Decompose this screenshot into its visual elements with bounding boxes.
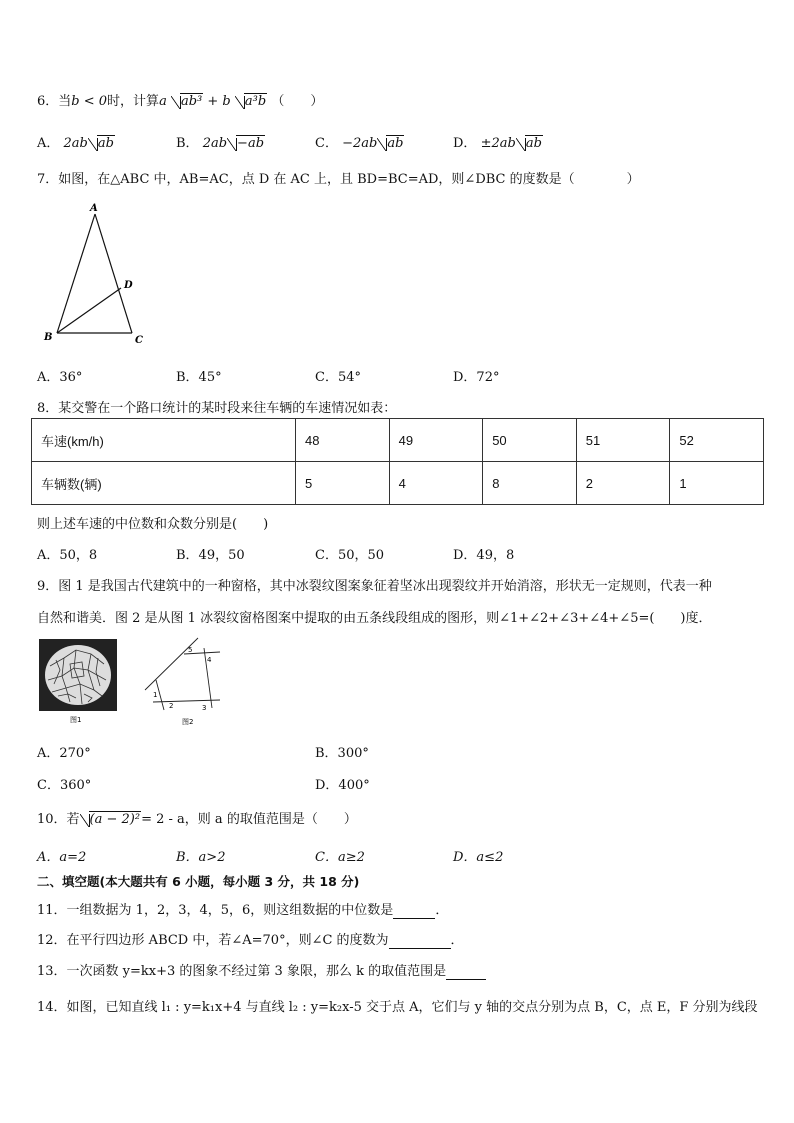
- segment-bd: [57, 288, 121, 333]
- fig2-diagram: [140, 636, 230, 728]
- q12-end: ．: [450, 933, 464, 948]
- table-cell: 48: [296, 419, 390, 462]
- segment-ac: [95, 214, 132, 333]
- table-cell: 1: [670, 462, 764, 505]
- q9-option-a[interactable]: A．270°: [37, 746, 91, 761]
- q10-option-b[interactable]: B．a>2: [176, 850, 226, 865]
- q8-option-c[interactable]: C．50，50: [315, 548, 385, 563]
- q13-answer-blank[interactable]: [446, 964, 486, 980]
- q6-radical-2: a³b: [235, 94, 267, 109]
- q7-option-b[interactable]: B．45°: [176, 370, 222, 385]
- q13: [37, 960, 486, 980]
- label-c: C: [135, 335, 143, 346]
- q10-option-c[interactable]: C．a≥2: [315, 850, 365, 865]
- q8-question: 则上述车速的中位数和众数分别是( ): [37, 517, 269, 532]
- angle-label-5: 5: [188, 646, 193, 654]
- q11: [37, 899, 448, 919]
- fig2-segments: [145, 638, 220, 710]
- q6-coef-a: a: [159, 94, 167, 109]
- table-cell: 52: [670, 419, 764, 462]
- q8-option-d[interactable]: D．49，8: [453, 548, 515, 563]
- q14-text: 14．如图，已知直线 l₁ : y=k₁x+4 与直线 l₂ : y=k₂x-5 交于点 A，它们与 y 轴的交点分别为点 B，C，点 E，F 分别为线段: [37, 1000, 758, 1015]
- q9-option-c[interactable]: C．360°: [37, 778, 92, 793]
- q6-condition: b < 0: [71, 94, 108, 109]
- q10-radical: (a − 2)²: [80, 812, 142, 827]
- q13-text: 13．一次函数 y=kx+3 的图象不经过第 3 象限，那么 k 的取值范围是: [37, 964, 447, 979]
- q9-line2: 自然和谐美．图 2 是从图 1 冰裂纹窗格图案中提取的由五条线段组成的图形，则∠1+∠2+∠3+∠4+∠5=( )度．: [37, 611, 712, 626]
- q7-stem: 7．如图，在△ABC 中，AB=AC，点 D 在 AC 上，且 BD=BC=AD，则∠DBC 的度数是（ ）: [37, 172, 640, 187]
- angle-label-1: 1: [153, 691, 158, 699]
- q9-option-b[interactable]: B．300°: [315, 746, 369, 761]
- q11-text: 11．一组数据为 1，2，3，4，5，6，则这组数据的中位数是: [37, 903, 394, 918]
- table-row: [32, 419, 764, 462]
- q10-number: 10．若: [37, 812, 80, 827]
- q6-text-a: 当: [58, 94, 72, 109]
- angle-label-2: 2: [169, 702, 174, 710]
- q8-option-a[interactable]: A．50，8: [37, 548, 98, 563]
- table-cell: 2: [576, 462, 670, 505]
- speed-table: [31, 418, 764, 505]
- q8-option-b[interactable]: B．49，50: [176, 548, 245, 563]
- angle-label-4: 4: [207, 656, 212, 664]
- q10-option-a[interactable]: A．a=2: [37, 850, 87, 865]
- q6-option-c[interactable]: C． −2ab ab: [315, 136, 404, 151]
- window-circle: [45, 645, 111, 705]
- table-cell: 4: [389, 462, 483, 505]
- fig1-window-image: [36, 636, 121, 726]
- label-d: D: [124, 280, 133, 291]
- q10-option-d[interactable]: D．a≤2: [453, 850, 504, 865]
- q12: [37, 929, 464, 949]
- q6-option-b[interactable]: B． 2ab −ab: [176, 136, 265, 151]
- fig1-caption: 图1: [70, 716, 82, 724]
- table-cell: 8: [483, 462, 577, 505]
- section-heading: 二、填空题(本大题共有 6 小题，每小题 3 分，共 18 分): [37, 874, 360, 889]
- q9-line1: 9．图 1 是我国古代建筑中的一种窗格，其中冰裂纹图案象征着坚冰出现裂纹并开始消溶，形状无一定规则，代表一种: [37, 579, 712, 594]
- table-cell: 50: [483, 419, 577, 462]
- q6-paren: （ ）: [271, 94, 324, 109]
- segment-bottom: [153, 700, 220, 702]
- q11-answer-blank[interactable]: [393, 903, 435, 919]
- q11-end: ．: [435, 903, 449, 918]
- q8-stem: 8．某交警在一个路口统计的某时段来往车辆的车速情况如表：: [37, 401, 397, 416]
- label-a: A: [90, 203, 98, 214]
- segment-ab: [57, 214, 95, 333]
- label-b: B: [44, 332, 53, 343]
- table-row: [32, 462, 764, 505]
- q6-radical-1: ab³: [171, 94, 203, 109]
- q6-option-d[interactable]: D． ±2ab ab: [453, 136, 542, 151]
- table-cell: 49: [389, 419, 483, 462]
- q6-number: 6．: [37, 94, 59, 109]
- q7-option-a[interactable]: A．36°: [37, 370, 83, 385]
- q7-option-c[interactable]: C．54°: [315, 370, 361, 385]
- q7-triangle-figure: [40, 200, 150, 350]
- angle-label-3: 3: [202, 704, 207, 712]
- q12-answer-blank[interactable]: [389, 933, 451, 949]
- q6-plus-b: + b: [203, 94, 231, 109]
- fig2-caption: 图2: [182, 718, 194, 726]
- q10-text: = 2 - a，则 a 的取值范围是（ ）: [141, 812, 357, 827]
- q6-option-a[interactable]: A． 2ab ab: [37, 136, 114, 151]
- q9-option-d[interactable]: D．400°: [315, 778, 370, 793]
- table-cell: 车辆数(辆): [32, 462, 296, 505]
- table-cell: 车速(km/h): [32, 419, 296, 462]
- table-cell: 51: [576, 419, 670, 462]
- q10-stem: [37, 808, 357, 827]
- q7-option-d[interactable]: D．72°: [453, 370, 500, 385]
- q12-text: 12．在平行四边形 ABCD 中，若∠A=70°，则∠C 的度数为: [37, 933, 389, 948]
- table-cell: 5: [296, 462, 390, 505]
- q6-text-b: 时，计算: [107, 94, 160, 109]
- q6-stem: [37, 90, 323, 109]
